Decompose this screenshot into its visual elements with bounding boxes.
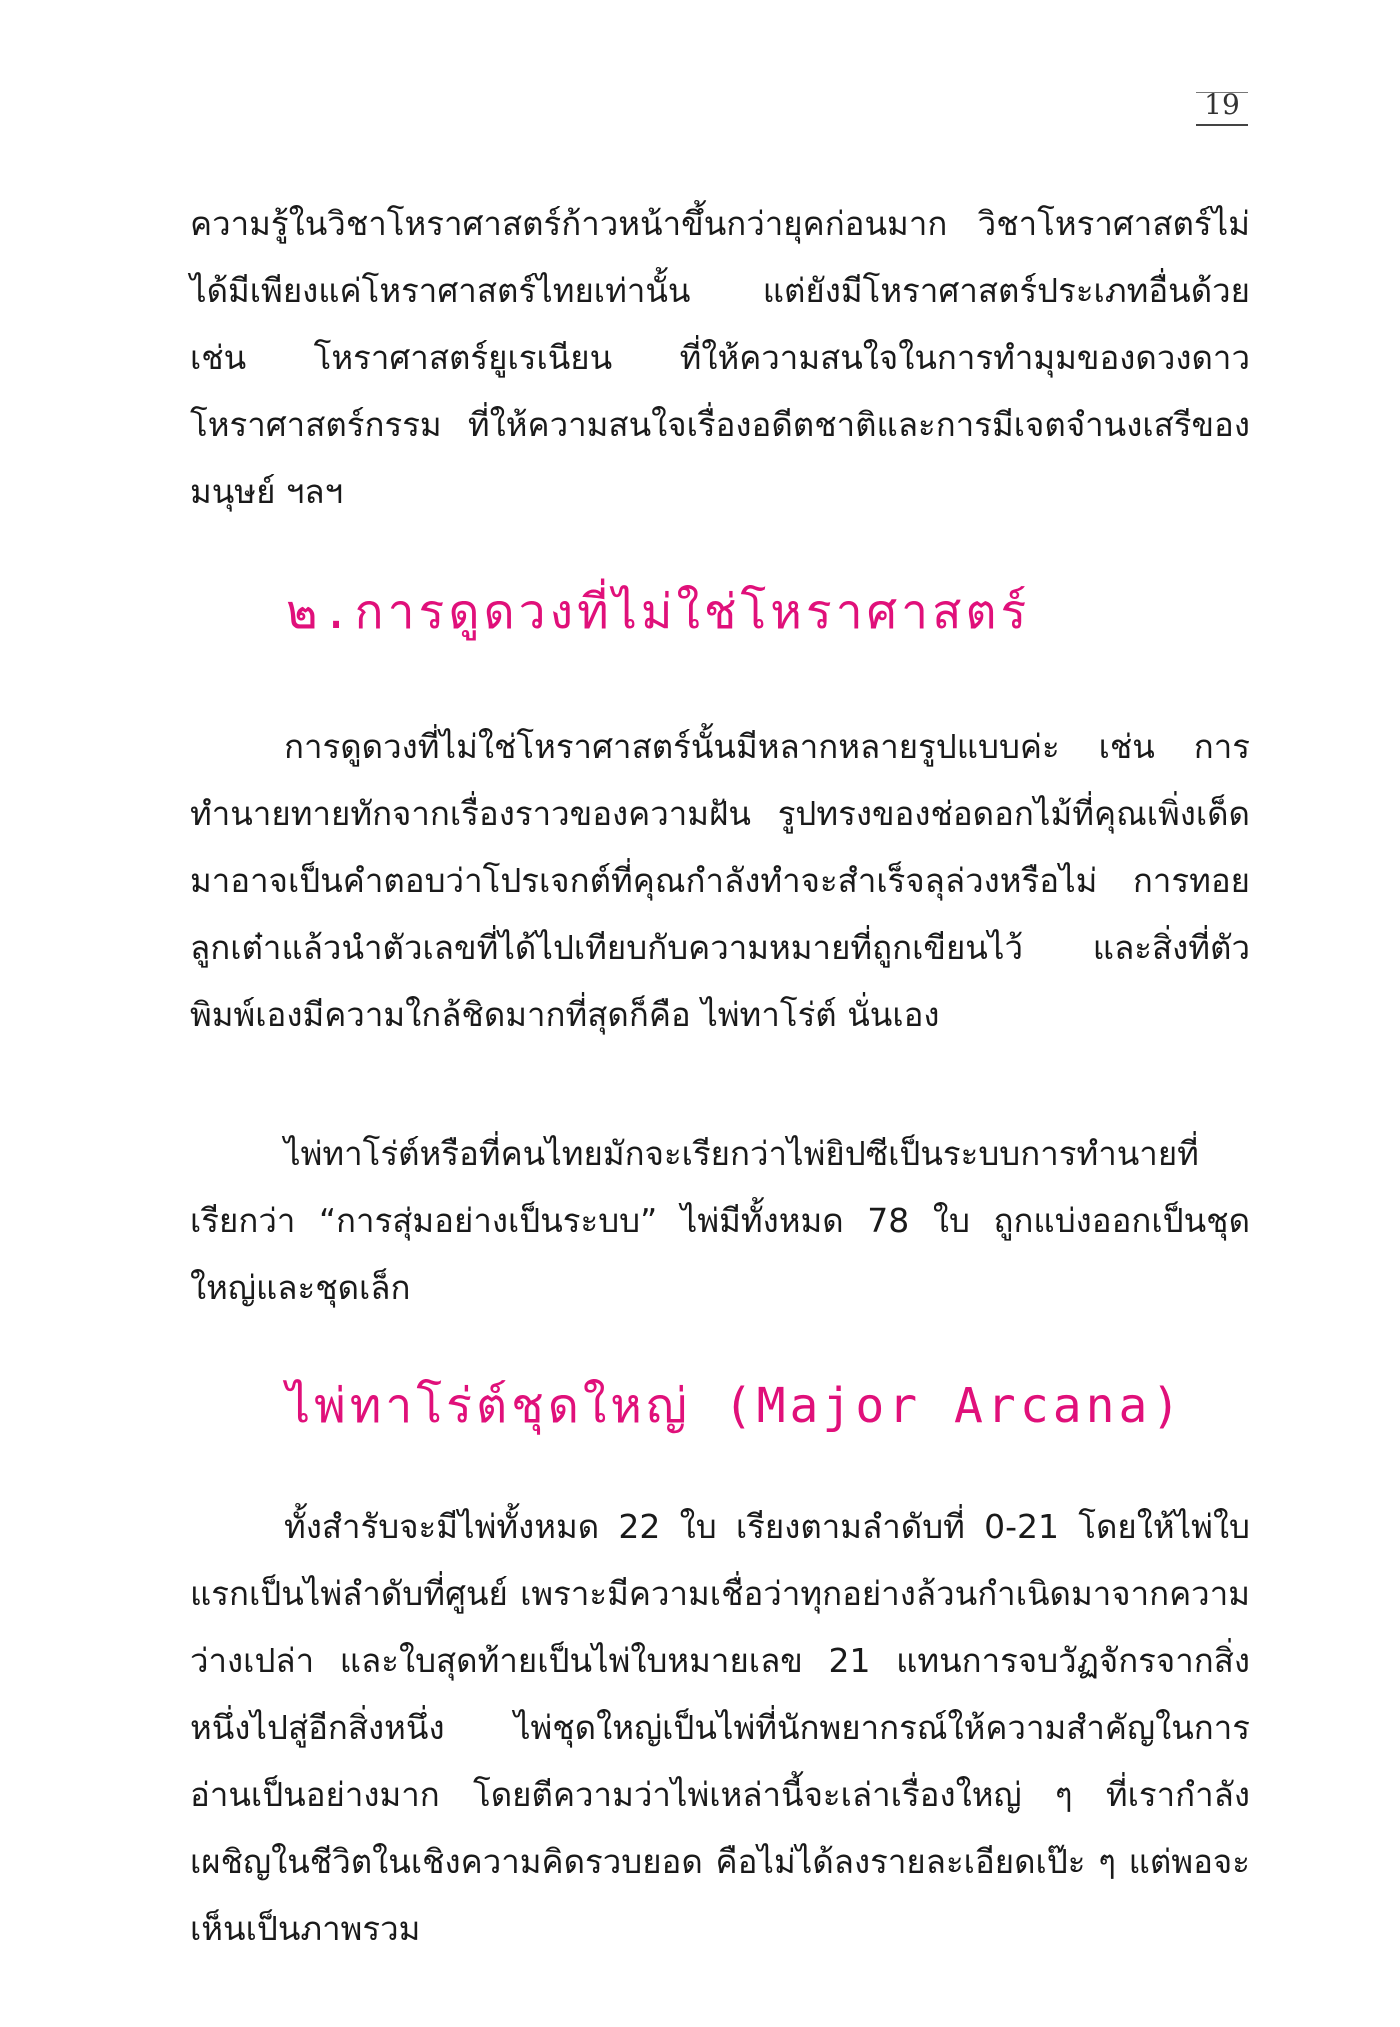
paragraph-intro: ความรู้ในวิชาโหราศาสตร์ก้าวหน้าขึ้นกว่ายุคก่อนมาก วิชาโหราศาสตร์ไม่ได้มีเพียงแค่โหราศาสตร์ไทยเท่านั้น แต่ยังมีโหราศาสตร์ประเภทอื่นด้วย เช่น โหราศาสตร์ยูเรเนียน ที่ให้ความสนใจในการทำมุมของดวงดาว โหราศาสตร์กรรม ที่ให้ความสนใจเรื่องอดีตชาติและการมีเจตจำนงเสรีของมนุษย์ ฯลฯ <box>190 204 1250 511</box>
heading-major-arcana: ไพ่ทาโร่ต์ชุดใหญ่ (Major Arcana) <box>286 1378 1185 1434</box>
paragraph-non-astrology: การดูดวงที่ไม่ใช่โหราศาสตร์นั้นมีหลากหลายรูปแบบค่ะ เช่น การทำนายทายทักจากเรื่องราวของความฝัน รูปทรงของช่อดอกไม้ที่คุณเพิ่งเด็ดมาอาจเป็นคำตอบว่าโปรเจกต์ที่คุณกำลังทำจะสำเร็จลุล่วงหรือไม่ การทอยลูกเต๋าแล้วนำตัวเลขที่ได้ไปเทียบกับความหมายที่ถูกเขียนไว้ และสิ่งที่ตัวพิมพ์เองมีความใกล้ชิดมากที่สุดก็คือ ไพ่ทาโร่ต์ นั่นเอง <box>190 727 1250 1034</box>
page-number: 19 <box>1196 88 1248 126</box>
paragraph-major-arcana: ทั้งสำรับจะมีไพ่ทั้งหมด 22 ใบ เรียงตามลำดับที่ 0-21 โดยให้ไพ่ใบแรกเป็นไพ่ลำดับที่ศูนย์ เพราะมีความเชื่อว่าทุกอย่างล้วนกำเนิดมาจากความว่างเปล่า และใบสุดท้ายเป็นไพ่ใบหมายเลข 21 แทนการจบวัฏจักรจากสิ่งหนึ่งไปสู่อีกสิ่งหนึ่ง ไพ่ชุดใหญ่เป็นไพ่ที่นักพยากรณ์ให้ความสำคัญในการอ่านเป็นอย่างมาก โดยตีความว่าไพ่เหล่านี้จะเล่าเรื่องใหญ่ ๆ ที่เรากำลังเผชิญในชีวิตในเชิงความคิดรวบยอด คือไม่ได้ลงรายละเอียดเป๊ะ ๆ แต่พอจะเห็นเป็นภาพรวม <box>190 1507 1250 1948</box>
heading-non-astrology-fortune-telling: ๒.การดูดวงที่ไม่ใช่โหราศาสตร์ <box>286 584 1031 640</box>
page-content <box>190 190 1250 1962</box>
paragraph-tarot-intro: ไพ่ทาโร่ต์หรือที่คนไทยมักจะเรียกว่าไพ่ยิปซีเป็นระบบการทำนายที่เรียกว่า “การสุ่มอย่างเป็นระบบ” ไพ่มีทั้งหมด 78 ใบ ถูกแบ่งออกเป็นชุดใหญ่และชุดเล็ก <box>190 1134 1250 1307</box>
